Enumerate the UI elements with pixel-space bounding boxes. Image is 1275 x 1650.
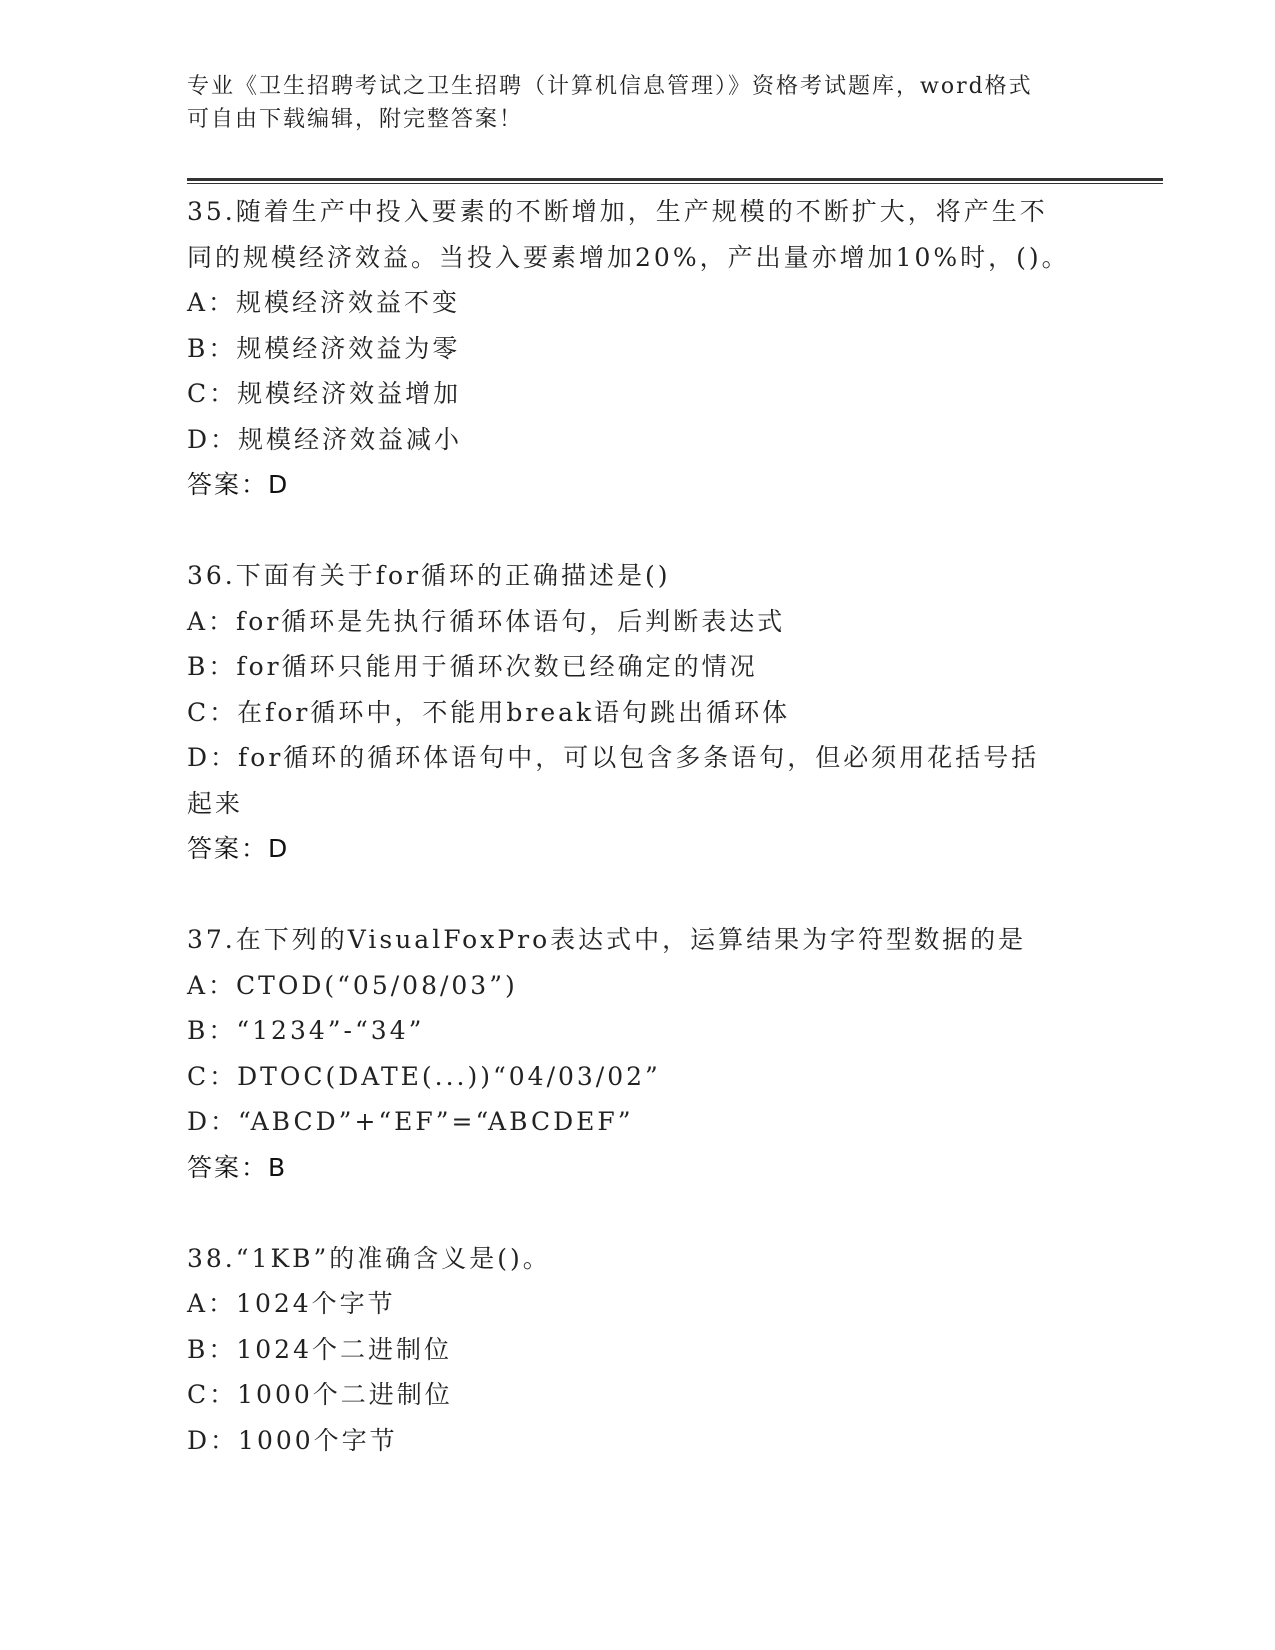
option-d: D：“ABCD”+“EF”=“ABCDEF” [187, 1107, 634, 1136]
header-line-1: 专业《卫生招聘考试之卫生招聘（计算机信息管理）》资格考试题库，word格式 [187, 74, 1033, 99]
question-stem-line: 同的规模经济效益。当投入要素增加20%，产出量亦增加10%时，()。 [187, 242, 1070, 272]
option-d: D：规模经济效益减小 [187, 424, 463, 454]
option-a: A：for循环是先执行循环体语句，后判断表达式 [187, 606, 786, 636]
option-a: A：CTOD(“05/08/03”) [187, 970, 518, 1000]
question-spacer [187, 508, 1087, 554]
option-a: A：1024个字节 [187, 1289, 396, 1318]
option-c: C：在for循环中，不能用break语句跳出循环体 [187, 697, 791, 727]
header-line-2: 可自由下载编辑，附完整答案！ [187, 107, 524, 132]
option-a: A：规模经济效益不变 [187, 288, 461, 317]
question-spacer [187, 1190, 1087, 1236]
option-d: D：for循环的循环体语句中，可以包含多条语句，但必须用花括号括 [187, 743, 1040, 772]
option-b: B：1024个二进制位 [187, 1334, 452, 1364]
option-d-continuation: 起来 [187, 788, 244, 818]
question-stem-line: 35.随着生产中投入要素的不断增加，生产规模的不断扩大，将产生不 [187, 197, 1048, 226]
question-stem-line: 36.下面有关于for循环的正确描述是() [187, 561, 671, 590]
document-header [187, 70, 1087, 136]
question-spacer [187, 872, 1087, 918]
header-divider-thick [187, 178, 1163, 181]
header-divider-thin [187, 183, 1163, 184]
option-c: C：DTOC(DATE(...))“04/03/02” [187, 1061, 661, 1091]
question-38 [187, 1236, 1087, 1464]
option-c: C：规模经济效益增加 [187, 379, 462, 408]
question-stem-line: 37.在下列的VisualFoxPro表达式中，运算结果为字符型数据的是 [187, 925, 1027, 954]
answer-line: 答案：B [187, 1152, 288, 1182]
answer-line: 答案：D [187, 470, 290, 499]
answer-line: 答案：D [187, 834, 290, 863]
question-35 [187, 189, 1087, 508]
option-b: B：for循环只能用于循环次数已经确定的情况 [187, 652, 758, 681]
question-stem-line: 38.“1KB”的准确含义是()。 [187, 1243, 551, 1273]
question-list [187, 189, 1087, 1463]
question-37 [187, 917, 1087, 1190]
option-b: B：“1234”-“34” [187, 1016, 425, 1045]
option-d: D：1000个字节 [187, 1425, 398, 1455]
option-c: C：1000个二进制位 [187, 1380, 453, 1409]
option-b: B：规模经济效益为零 [187, 333, 461, 363]
question-36 [187, 553, 1087, 872]
